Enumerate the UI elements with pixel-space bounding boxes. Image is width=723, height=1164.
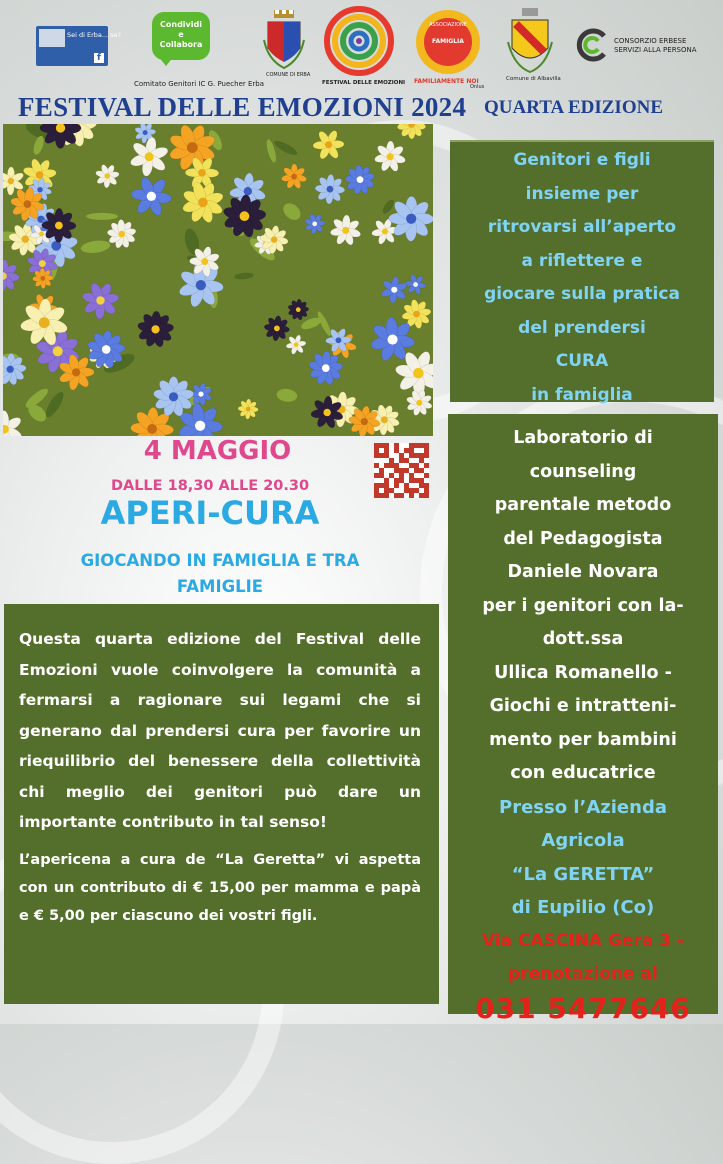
program-line: dott.ssa — [448, 623, 718, 657]
qr-module — [379, 443, 384, 448]
edition-label: QUARTA EDIZIONE — [484, 97, 714, 119]
info-line: a riflettere e — [450, 245, 714, 279]
familiamente-noi-logo — [414, 10, 486, 90]
qr-module — [409, 453, 414, 458]
program-line: mento per bambini — [448, 724, 718, 758]
qr-module — [399, 458, 404, 463]
booking-line: prenotazione al — [448, 958, 718, 992]
flower-shape — [389, 196, 433, 241]
sei-di-erba-logo — [36, 26, 108, 66]
program-line: parentale metodo — [448, 489, 718, 523]
qr-module — [424, 443, 429, 448]
program-line: con educatrice — [448, 757, 718, 791]
qr-module — [424, 483, 429, 488]
venue-line: Presso l’Azienda — [448, 791, 718, 825]
program-line: Laboratorio di — [448, 422, 718, 456]
qr-module — [404, 458, 409, 463]
qr-module — [399, 453, 404, 458]
familiamente-onlus: Onlus — [470, 84, 484, 90]
logo-strip — [0, 0, 723, 92]
event-subtitle-line: FAMIGLIE — [20, 574, 420, 600]
festival-title: FESTIVAL DELLE EMOZIONI 2024 — [18, 92, 478, 126]
qr-module — [414, 453, 419, 458]
comitato-caption: Comitato Genitori IC G. Puecher Erba — [134, 80, 264, 88]
qr-module — [424, 448, 429, 453]
qr-module — [384, 463, 389, 468]
comune-erba-caption: COMUNE DI ERBA — [266, 72, 310, 78]
info-box-program — [448, 414, 718, 1014]
program-line: Ullica Romanello - — [448, 657, 718, 691]
sei-di-erba-text: Sei di Erba... se? — [67, 31, 121, 39]
qr-module — [379, 468, 384, 473]
description-paragraph: Questa quarta edizione del Festival delle Emozioni vuole coinvolgere la comunità a fermarsi a ragionare sui legami che si generano dal prendersi cura per favorire un riequilibrio del benessere della collettività chi meglio dei genitori può dare un importante contributo in tal senso! — [19, 624, 421, 838]
qr-module — [424, 463, 429, 468]
qr-module — [394, 448, 399, 453]
qr-module — [424, 488, 429, 493]
festival-spiral-logo — [322, 6, 396, 90]
qr-module — [414, 443, 419, 448]
qr-module — [419, 468, 424, 473]
condividi-text-e: e — [152, 30, 210, 40]
qr-module — [414, 463, 419, 468]
comune-erba-crest — [262, 10, 306, 80]
program-line: Daniele Novara — [448, 556, 718, 590]
qr-module — [394, 463, 399, 468]
venue-line: Agricola — [448, 824, 718, 858]
qr-module — [374, 463, 379, 468]
consorzio-erbese-logo — [576, 28, 716, 64]
info-line: del prendersi — [450, 312, 714, 346]
qr-module — [384, 443, 389, 448]
flower-shape — [42, 208, 76, 242]
qr-module — [419, 443, 424, 448]
qr-module — [424, 473, 429, 478]
info-line: in famiglia — [450, 379, 714, 413]
qr-module — [374, 443, 379, 448]
qr-module — [374, 448, 379, 453]
qr-module — [424, 493, 429, 498]
flower-shape — [32, 268, 53, 289]
info-line: CURA — [450, 345, 714, 379]
qr-module — [384, 448, 389, 453]
qr-module — [409, 443, 414, 448]
familiamente-center-text: FAMIGLIA — [424, 38, 472, 45]
flowers-photo — [3, 124, 433, 436]
qr-module — [404, 448, 409, 453]
collabora-text: Collabora — [152, 40, 210, 50]
info-line: insieme per — [450, 178, 714, 212]
qr-module — [424, 453, 429, 458]
program-line: counseling — [448, 456, 718, 490]
description-box — [4, 604, 439, 1004]
event-subtitle — [20, 548, 420, 600]
qr-module — [384, 453, 389, 458]
qr-module — [399, 468, 404, 473]
familiamente-ring-text: ASSOCIAZIONE — [424, 22, 472, 28]
condividi-collabora-logo — [152, 12, 212, 68]
event-date: 4 MAGGIO — [0, 436, 435, 466]
flower-shape — [238, 399, 259, 420]
qr-module — [419, 453, 424, 458]
qr-module — [374, 453, 379, 458]
festival-logo-caption: FESTIVAL DELLE EMOZIONI — [322, 80, 405, 86]
pricing-paragraph: L’apericena a cura de “La Geretta” vi aspetta con un contributo di € 15,00 per mamma e papà e € 5,00 per ciascuno dei vostri figli. — [19, 846, 421, 930]
program-line: Giochi e intratteni- — [448, 690, 718, 724]
comune-albavilla-crest — [506, 8, 556, 88]
facebook-icon: f — [94, 53, 104, 63]
event-subtitle-line: GIOCANDO IN FAMIGLIA E TRA — [20, 548, 420, 574]
qr-module — [409, 463, 414, 468]
info-box-families — [450, 140, 714, 402]
info-line: Genitori e figli — [450, 144, 714, 178]
qr-module — [389, 463, 394, 468]
familiamente-caption: FAMILIAMENTE NOI — [414, 78, 479, 85]
qr-module — [419, 458, 424, 463]
address-line: Via CASCINA Gera 3 - — [448, 925, 718, 959]
qr-module — [414, 468, 419, 473]
condividi-text: Condividi — [152, 20, 210, 30]
qr-module — [389, 458, 394, 463]
venue-line: di Eupilio (Co) — [448, 891, 718, 925]
event-name: APERI-CURA — [0, 494, 420, 532]
info-line: giocare sulla pratica — [450, 278, 714, 312]
info-line: ritrovarsi all’aperto — [450, 211, 714, 245]
qr-module — [394, 443, 399, 448]
program-line: del Pedagogista — [448, 523, 718, 557]
qr-module — [394, 468, 399, 473]
qr-module — [409, 448, 414, 453]
event-hours: DALLE 18,30 ALLE 20.30 — [0, 478, 420, 494]
flower-shape — [315, 174, 345, 204]
consorzio-line2: SERVIZI ALLA PERSONA — [614, 46, 697, 54]
program-line: per i genitori con la- — [448, 590, 718, 624]
comune-albavilla-caption: Comune di Albavilla — [506, 76, 561, 82]
qr-module — [404, 468, 409, 473]
venue-line: “La GERETTA” — [448, 858, 718, 892]
phone-number[interactable]: 031 5477646 — [448, 992, 718, 1026]
consorzio-line1: CONSORZIO ERBESE — [614, 37, 686, 45]
qr-module — [379, 453, 384, 458]
